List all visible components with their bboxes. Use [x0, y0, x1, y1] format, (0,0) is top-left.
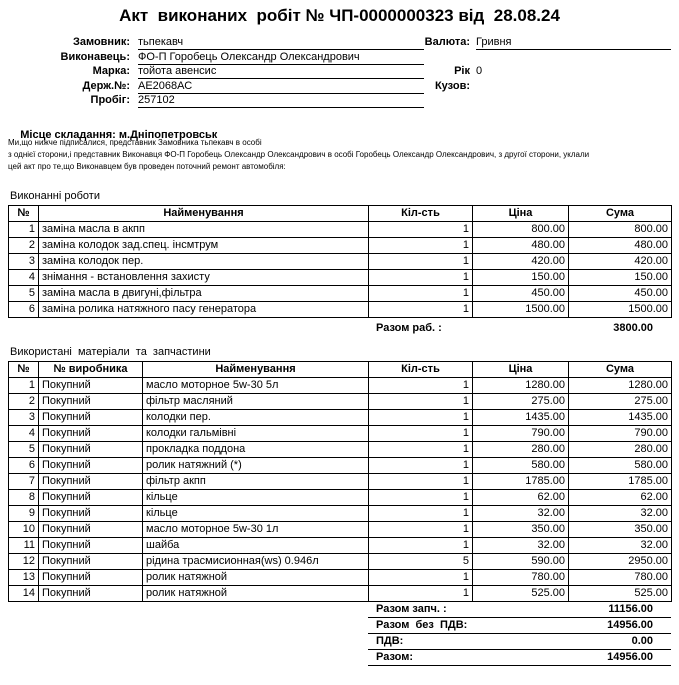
cell-sum: 150.00 — [569, 269, 672, 285]
cell-name: ролик натяжний (*) — [143, 457, 369, 473]
cell-qty: 1 — [369, 473, 473, 489]
works-total-label: Разом раб. : — [376, 321, 442, 334]
cell-maker: Покупний — [39, 505, 143, 521]
total-parts-label: Разом запч. : — [376, 603, 447, 615]
totals-block — [368, 602, 671, 666]
mileage-row — [8, 94, 671, 109]
table-row — [9, 301, 672, 317]
cell-maker: Покупний — [39, 537, 143, 553]
cell-num: 2 — [9, 237, 39, 253]
total-vat-value: 0.00 — [631, 635, 653, 647]
cell-qty: 1 — [369, 393, 473, 409]
currency-value: Гривня — [476, 36, 671, 50]
total-row-vat — [368, 634, 671, 650]
works-total-row — [368, 320, 671, 336]
customer-value: тьпекавч — [138, 36, 424, 50]
cell-num: 7 — [9, 473, 39, 489]
cell-maker: Покупний — [39, 569, 143, 585]
cell-num: 10 — [9, 521, 39, 537]
cell-maker: Покупний — [39, 393, 143, 409]
cell-name: заміна колодок зад.спец. інсмтрум — [39, 237, 369, 253]
cell-num: 14 — [9, 585, 39, 601]
cell-maker: Покупний — [39, 473, 143, 489]
cell-sum: 525.00 — [569, 585, 672, 601]
cell-qty: 1 — [369, 569, 473, 585]
cell-maker: Покупний — [39, 585, 143, 601]
cell-sum: 480.00 — [569, 237, 672, 253]
cell-sum: 350.00 — [569, 521, 672, 537]
table-row — [9, 285, 672, 301]
brand-value: тойота авенсис — [138, 65, 424, 79]
materials-header-row — [9, 361, 672, 377]
cell-price: 1785.00 — [473, 473, 569, 489]
cell-sum: 580.00 — [569, 457, 672, 473]
cell-num: 2 — [9, 393, 39, 409]
materials-col-qty: Кіл-сть — [369, 361, 473, 377]
works-col-price: Ціна — [473, 205, 569, 221]
works-total-block — [368, 320, 671, 336]
cell-num: 5 — [9, 441, 39, 457]
cell-sum: 790.00 — [569, 425, 672, 441]
cell-qty: 1 — [369, 237, 473, 253]
works-table-body — [9, 221, 672, 317]
cell-num: 11 — [9, 537, 39, 553]
cell-price: 580.00 — [473, 457, 569, 473]
cell-price: 525.00 — [473, 585, 569, 601]
brand-row — [8, 65, 671, 80]
cell-sum: 1435.00 — [569, 409, 672, 425]
cell-name: колодки гальмівні — [143, 425, 369, 441]
works-col-sum: Сума — [569, 205, 672, 221]
cell-price: 450.00 — [473, 285, 569, 301]
cell-qty: 1 — [369, 457, 473, 473]
total-without-vat-value: 14956.00 — [607, 619, 653, 631]
cell-qty: 1 — [369, 301, 473, 317]
cell-num: 3 — [9, 253, 39, 269]
cell-qty: 1 — [369, 425, 473, 441]
cell-sum: 280.00 — [569, 441, 672, 457]
cell-num: 8 — [9, 489, 39, 505]
materials-table — [8, 361, 672, 602]
plate-row — [8, 80, 671, 95]
cell-num: 6 — [9, 301, 39, 317]
contractor-row — [8, 51, 671, 66]
cell-sum: 1500.00 — [569, 301, 672, 317]
table-row — [9, 505, 672, 521]
cell-price: 790.00 — [473, 425, 569, 441]
document-title: Акт виконаних робіт № ЧП-0000000323 від 28.08.24 — [119, 6, 560, 25]
cell-price: 800.00 — [473, 221, 569, 237]
preamble-line-1: Ми,що нижче підписалися, представник Замовника тьпекавч в особі — [8, 137, 262, 147]
cell-qty: 1 — [369, 489, 473, 505]
table-row — [9, 237, 672, 253]
cell-num: 3 — [9, 409, 39, 425]
table-row — [9, 377, 672, 393]
brand-label: Марка: — [92, 65, 130, 77]
cell-num: 6 — [9, 457, 39, 473]
total-row-grand — [368, 650, 671, 666]
cell-sum: 1785.00 — [569, 473, 672, 489]
cell-maker: Покупний — [39, 553, 143, 569]
cell-num: 4 — [9, 425, 39, 441]
works-section-title: Виконанні роботи — [10, 189, 100, 202]
cell-qty: 1 — [369, 377, 473, 393]
total-without-vat-label: Разом без ПДВ: — [376, 619, 468, 631]
cell-qty: 1 — [369, 505, 473, 521]
header-fields — [8, 36, 671, 109]
cell-qty: 1 — [369, 537, 473, 553]
cell-price: 1280.00 — [473, 377, 569, 393]
cell-name: знімання - встановлення захисту — [39, 269, 369, 285]
cell-sum: 450.00 — [569, 285, 672, 301]
mileage-value: 257102 — [138, 94, 424, 108]
cell-num: 1 — [9, 221, 39, 237]
table-row — [9, 409, 672, 425]
materials-section-title: Використані матеріали та запчастини — [10, 345, 211, 358]
cell-sum: 1280.00 — [569, 377, 672, 393]
contractor-value: ФО-П Горобець Олександр Олександрович — [138, 51, 424, 65]
preamble-line-2: з однієї сторони,і представник Виконавця ФО-П Горобець Олександр Олександрович в особі Горобець Олександр Олександрович, з другої сторони, уклали — [8, 149, 590, 159]
cell-qty: 1 — [369, 269, 473, 285]
cell-name: масло моторное 5w-30 5л — [143, 377, 369, 393]
place-row — [8, 114, 671, 141]
cell-num: 13 — [9, 569, 39, 585]
cell-price: 480.00 — [473, 237, 569, 253]
cell-name: колодки пер. — [143, 409, 369, 425]
table-row — [9, 473, 672, 489]
total-grand-value: 14956.00 — [607, 651, 653, 663]
contractor-label: Виконавець: — [60, 50, 130, 63]
materials-col-sum: Сума — [569, 361, 672, 377]
cell-qty: 1 — [369, 221, 473, 237]
total-vat-label: ПДВ: — [376, 635, 404, 647]
cell-name: масло моторное 5w-30 1л — [143, 521, 369, 537]
cell-sum: 780.00 — [569, 569, 672, 585]
preamble-text — [8, 137, 671, 173]
cell-name: шайба — [143, 537, 369, 553]
table-row — [9, 425, 672, 441]
cell-num: 5 — [9, 285, 39, 301]
cell-sum: 62.00 — [569, 489, 672, 505]
cell-price: 280.00 — [473, 441, 569, 457]
works-table — [8, 205, 672, 318]
cell-name: рідина трасмисионная(ws) 0.946л — [143, 553, 369, 569]
body-label: Кузов: — [434, 79, 470, 92]
cell-name: ролик натяжной — [143, 585, 369, 601]
cell-price: 1435.00 — [473, 409, 569, 425]
table-row — [9, 569, 672, 585]
mileage-label: Пробіг: — [90, 94, 130, 106]
cell-price: 62.00 — [473, 489, 569, 505]
cell-maker: Покупний — [39, 521, 143, 537]
total-row-parts — [368, 602, 671, 618]
materials-col-num: № — [9, 361, 39, 377]
table-row — [9, 553, 672, 569]
cell-maker: Покупний — [39, 377, 143, 393]
table-row — [9, 537, 672, 553]
place-value: м.Дніпопетровськ — [115, 128, 218, 141]
cell-name: заміна масла в акпп — [39, 221, 369, 237]
cell-num: 4 — [9, 269, 39, 285]
total-parts-value: 11156.00 — [608, 603, 653, 615]
table-row — [9, 585, 672, 601]
cell-name: ролик натяжной — [143, 569, 369, 585]
cell-qty: 1 — [369, 521, 473, 537]
cell-price: 590.00 — [473, 553, 569, 569]
materials-col-name: Найменування — [143, 361, 369, 377]
works-total-value: 3800.00 — [613, 321, 653, 334]
cell-price: 32.00 — [473, 537, 569, 553]
customer-row — [8, 36, 671, 51]
table-row — [9, 457, 672, 473]
table-row — [9, 521, 672, 537]
cell-name: прокладка поддона — [143, 441, 369, 457]
cell-sum: 32.00 — [569, 505, 672, 521]
cell-qty: 1 — [369, 253, 473, 269]
preamble-line-3: цей акт про те,що Виконавцем був проведен поточний ремонт автомобіля: — [8, 161, 286, 171]
works-col-qty: Кіл-сть — [369, 205, 473, 221]
cell-price: 275.00 — [473, 393, 569, 409]
cell-sum: 420.00 — [569, 253, 672, 269]
cell-maker: Покупний — [39, 425, 143, 441]
cell-name: кільце — [143, 505, 369, 521]
customer-label: Замовник: — [72, 36, 130, 48]
cell-num: 9 — [9, 505, 39, 521]
materials-table-body — [9, 377, 672, 601]
materials-col-maker: № виробника — [39, 361, 143, 377]
cell-maker: Покупний — [39, 489, 143, 505]
cell-num: 1 — [9, 377, 39, 393]
cell-sum: 800.00 — [569, 221, 672, 237]
cell-qty: 1 — [369, 585, 473, 601]
cell-name: заміна масла в двигуні,фільтра — [39, 285, 369, 301]
table-row — [9, 221, 672, 237]
materials-col-price: Ціна — [473, 361, 569, 377]
cell-qty: 1 — [369, 441, 473, 457]
cell-price: 32.00 — [473, 505, 569, 521]
plate-value: АЕ2068АС — [138, 80, 424, 94]
cell-maker: Покупний — [39, 441, 143, 457]
cell-name: фільтр масляний — [143, 393, 369, 409]
table-row — [9, 441, 672, 457]
cell-price: 420.00 — [473, 253, 569, 269]
table-row — [9, 253, 672, 269]
cell-maker: Покупний — [39, 409, 143, 425]
cell-name: фільтр акпп — [143, 473, 369, 489]
cell-price: 150.00 — [473, 269, 569, 285]
works-col-num: № — [9, 205, 39, 221]
place-label: Місце складання: — [20, 128, 116, 141]
year-label: Рік — [454, 65, 470, 77]
cell-num: 12 — [9, 553, 39, 569]
table-row — [9, 269, 672, 285]
total-row-without-vat — [368, 618, 671, 634]
cell-name: заміна ролика натяжного пасу генератора — [39, 301, 369, 317]
plate-label: Держ.№: — [82, 79, 130, 92]
table-row — [9, 393, 672, 409]
cell-sum: 32.00 — [569, 537, 672, 553]
cell-name: заміна колодок пер. — [39, 253, 369, 269]
cell-qty: 1 — [369, 285, 473, 301]
cell-price: 780.00 — [473, 569, 569, 585]
cell-price: 1500.00 — [473, 301, 569, 317]
table-row — [9, 489, 672, 505]
works-header-row — [9, 205, 672, 221]
cell-maker: Покупний — [39, 457, 143, 473]
cell-name: кільце — [143, 489, 369, 505]
cell-qty: 5 — [369, 553, 473, 569]
total-grand-label: Разом: — [376, 651, 414, 663]
works-col-name: Найменування — [39, 205, 369, 221]
cell-price: 350.00 — [473, 521, 569, 537]
cell-sum: 2950.00 — [569, 553, 672, 569]
cell-qty: 1 — [369, 409, 473, 425]
cell-sum: 275.00 — [569, 393, 672, 409]
year-value: 0 — [476, 65, 483, 77]
currency-label: Валюта: — [424, 36, 470, 48]
